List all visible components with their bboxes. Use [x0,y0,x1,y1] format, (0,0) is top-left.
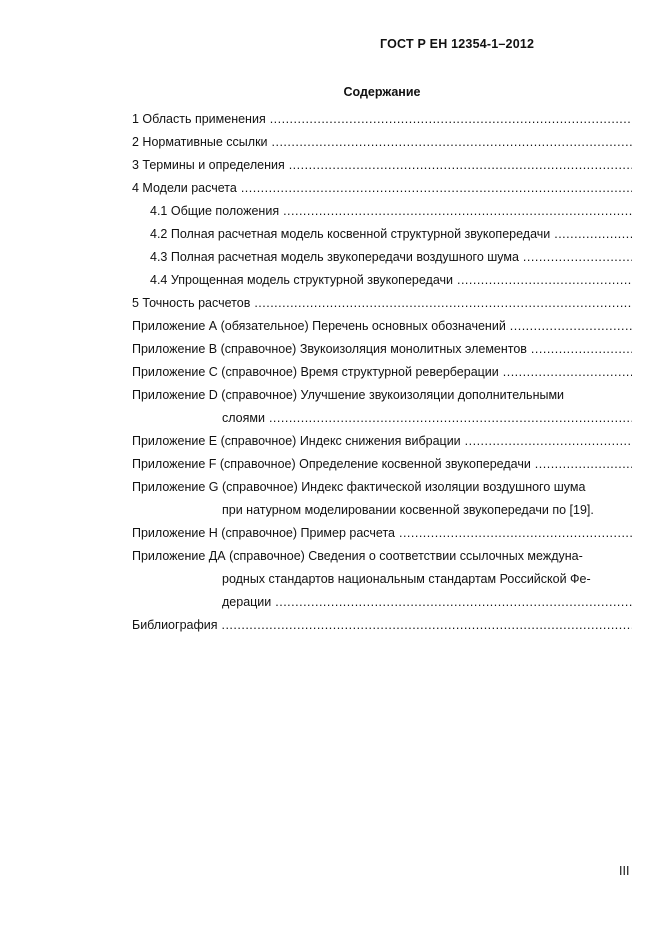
toc-entry[interactable]: Приложение С (справочное) Время структурной реверберации ..... [132,361,632,384]
toc-entry[interactable]: 5 Точность расчетов ..... [132,292,632,315]
toc-title: Содержание [343,85,421,99]
toc-entry-continuation[interactable]: дерации ..... [132,591,632,614]
toc-entry[interactable]: 4.4 Упрощенная модель структурной звукопередачи ..... [132,269,632,292]
table-of-contents [132,108,632,637]
toc-entry[interactable]: Приложение D (справочное) Улучшение звукоизоляции дополнительными [132,388,565,402]
toc-entry[interactable]: Приложение В (справочное) Звукоизоляция монолитных элементов ..... [132,338,632,361]
toc-entry[interactable]: 4.3 Полная расчетная модель звукопередачи воздушного шума ..... [132,246,632,269]
toc-entry[interactable]: 4.1 Общие положения ..... [132,200,632,223]
page-number: III [619,864,630,878]
toc-entry[interactable]: Приложение Е (справочное) Индекс снижения вибрации ..... [132,430,632,453]
toc-entry[interactable]: Приложение G (справочное) Индекс фактической изоляции воздушного шума [132,480,586,494]
toc-entry-continuation[interactable]: при натурном моделировании косвенной звукопередачи по [19]. [222,503,594,517]
toc-entry[interactable]: Приложение ДА (справочное) Сведения о соответствии ссылочных междуна- [132,549,583,563]
toc-entry[interactable]: 2 Нормативные ссылки ..... [132,131,632,154]
toc-entry[interactable]: Приложение А (обязательное) Перечень основных обозначений ..... [132,315,632,338]
toc-entry-continuation[interactable]: слоями ..... [132,407,632,430]
toc-entry[interactable]: Библиография ..... [132,614,632,637]
toc-entry[interactable]: 3 Термины и определения ..... [132,154,632,177]
toc-entry[interactable]: Приложение F (справочное) Определение косвенной звукопередачи ..... [132,453,632,476]
toc-entry[interactable]: 4 Модели расчета ..... [132,177,632,200]
toc-entry-continuation[interactable]: родных стандартов национальным стандартам Российской Фе- [222,572,591,586]
toc-entry[interactable]: 4.2 Полная расчетная модель косвенной структурной звукопередачи ..... [132,223,632,246]
toc-entry[interactable]: Приложение Н (справочное) Пример расчета ..... [132,522,632,545]
document-code: ГОСТ Р ЕН 12354-1–2012 [380,37,535,51]
toc-entry[interactable]: 1 Область применения ..... [132,108,632,131]
